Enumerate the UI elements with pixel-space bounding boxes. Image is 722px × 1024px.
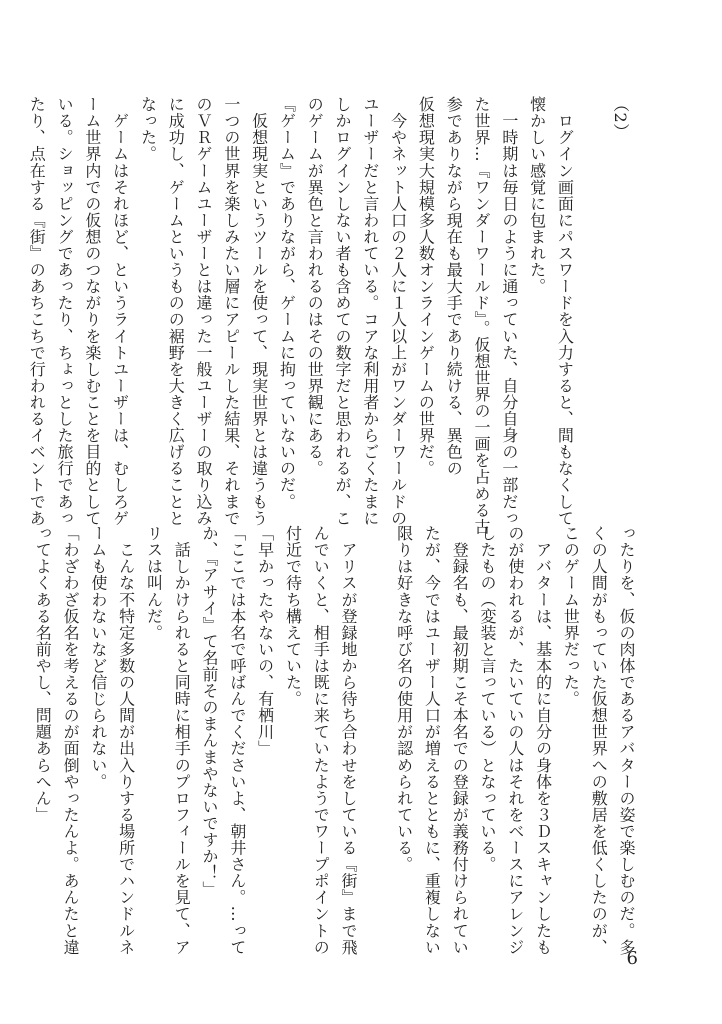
upper-text-block bbox=[22, 96, 634, 535]
text-line: ーム世界内での仮想のつながりを楽しむことを目的として bbox=[82, 96, 102, 527]
text-line: 付近で待ち構えていた。 bbox=[283, 525, 303, 708]
text-line: たが、今ではユーザー人口が増えるとともに、重複しない bbox=[422, 525, 442, 956]
text-line: 仮想現実というツールを使って、現実世界とは違うもう bbox=[249, 96, 269, 527]
text-line: 話しかけられると同時に相手のプロフィールを見て、ア bbox=[172, 525, 192, 956]
text-line: 限りは好きな呼び名の使用が認められている。 bbox=[394, 525, 414, 873]
text-line: 一つの世界を楽しみたい層にアピールした結果、それまで bbox=[221, 96, 241, 527]
text-line: 「わざわざ仮名を考えるのが面倒やったんよ。あんたと違 bbox=[61, 525, 81, 956]
text-line: ってよくある名前やし、問題あらへん」 bbox=[33, 525, 53, 823]
text-line: このゲーム世界だった。 bbox=[561, 525, 581, 708]
page-number: 6 bbox=[626, 948, 638, 969]
text-line: ゲームはそれほど、というライトユーザーは、むしろゲ bbox=[110, 96, 130, 527]
text-line bbox=[578, 96, 606, 498]
text-line: ログイン画面にパスワードを入力すると、間もなくして bbox=[555, 96, 575, 527]
text-line: たり、点在する『街』のあちこちで行われるイベントであ bbox=[27, 96, 47, 527]
text-line: のＶＲゲームユーザーとは違った一般ユーザーの取り込み bbox=[194, 96, 214, 527]
text-line: アバターは、基本的に自分の身体を３Ｄスキャンしたも bbox=[533, 525, 553, 956]
text-line: のゲームが異色と言われるのはその世界観にある。 bbox=[305, 96, 325, 477]
text-line: ったりを、仮の肉体であるアバターの姿で楽しむのだ。多 bbox=[617, 525, 636, 956]
lower-text-block bbox=[28, 525, 640, 956]
text-line: くの人間がもっていた仮想世界への敷居を低くしたのが、 bbox=[589, 525, 609, 956]
text-line: いる。ショッピングであったり、ちょっとした旅行であっ bbox=[55, 96, 75, 527]
text-line: んでいくと、相手は既に来ていたようでワープポイントの bbox=[311, 525, 331, 956]
text-line: なった。 bbox=[138, 96, 158, 163]
text-line: 仮想現実大規模多人数オンラインゲームの世界だ。 bbox=[416, 96, 436, 477]
text-line: しかログインしない者も含めての数字だと思われるが、こ bbox=[333, 96, 353, 527]
text-line: ユーザーだと言われている。コアな利用者からごくたまに bbox=[360, 96, 380, 527]
text-line bbox=[362, 525, 390, 927]
text-line: 「早かったやないの、有栖川」 bbox=[255, 525, 275, 757]
text-line: （2） bbox=[611, 96, 630, 140]
text-line: た世界…『ワンダーワールド』。仮想世界の一画を占める古 bbox=[472, 96, 492, 535]
text-line: 『ゲーム』でありながら、ゲームに拘っていないのだ。 bbox=[277, 96, 297, 510]
text-line: に成功し、ゲームというものの裾野を大きく広げることと bbox=[166, 96, 186, 527]
text-line: こんな不特定多数の人間が出入りする場所でハンドルネ bbox=[116, 525, 136, 956]
text-line: リスは叫んだ。 bbox=[144, 525, 164, 641]
text-line: 一時期は毎日のように通っていた、自分自身の一部だっ bbox=[499, 96, 519, 527]
text-line: 参でありながら現在も最大手であり続ける、異色の bbox=[444, 96, 464, 477]
text-line: したもの（変装と言っている）となっている。 bbox=[478, 525, 498, 873]
text-line: 懐かしい感覚に包まれた。 bbox=[527, 96, 547, 295]
text-line: のが使われるが、たいていの人はそれをベースにアレンジ bbox=[505, 525, 525, 956]
text-line: アリスが登録地から待ち合わせをしている『街』まで飛 bbox=[339, 525, 359, 956]
text-line: 「ここでは本名で呼ばんでくださいよ、朝井さん。…って bbox=[227, 525, 247, 956]
text-line: 登録名も、最初期こそ本名での登録が義務付けられてい bbox=[450, 525, 470, 956]
text-line: か、『アサイ』て名前そのまんまやないですか！」 bbox=[200, 525, 220, 898]
text-line: ームも使わないなど信じられない。 bbox=[88, 525, 108, 790]
text-line: 今やネット人口の２人に１人以上がワンダーワールドの bbox=[388, 96, 408, 527]
